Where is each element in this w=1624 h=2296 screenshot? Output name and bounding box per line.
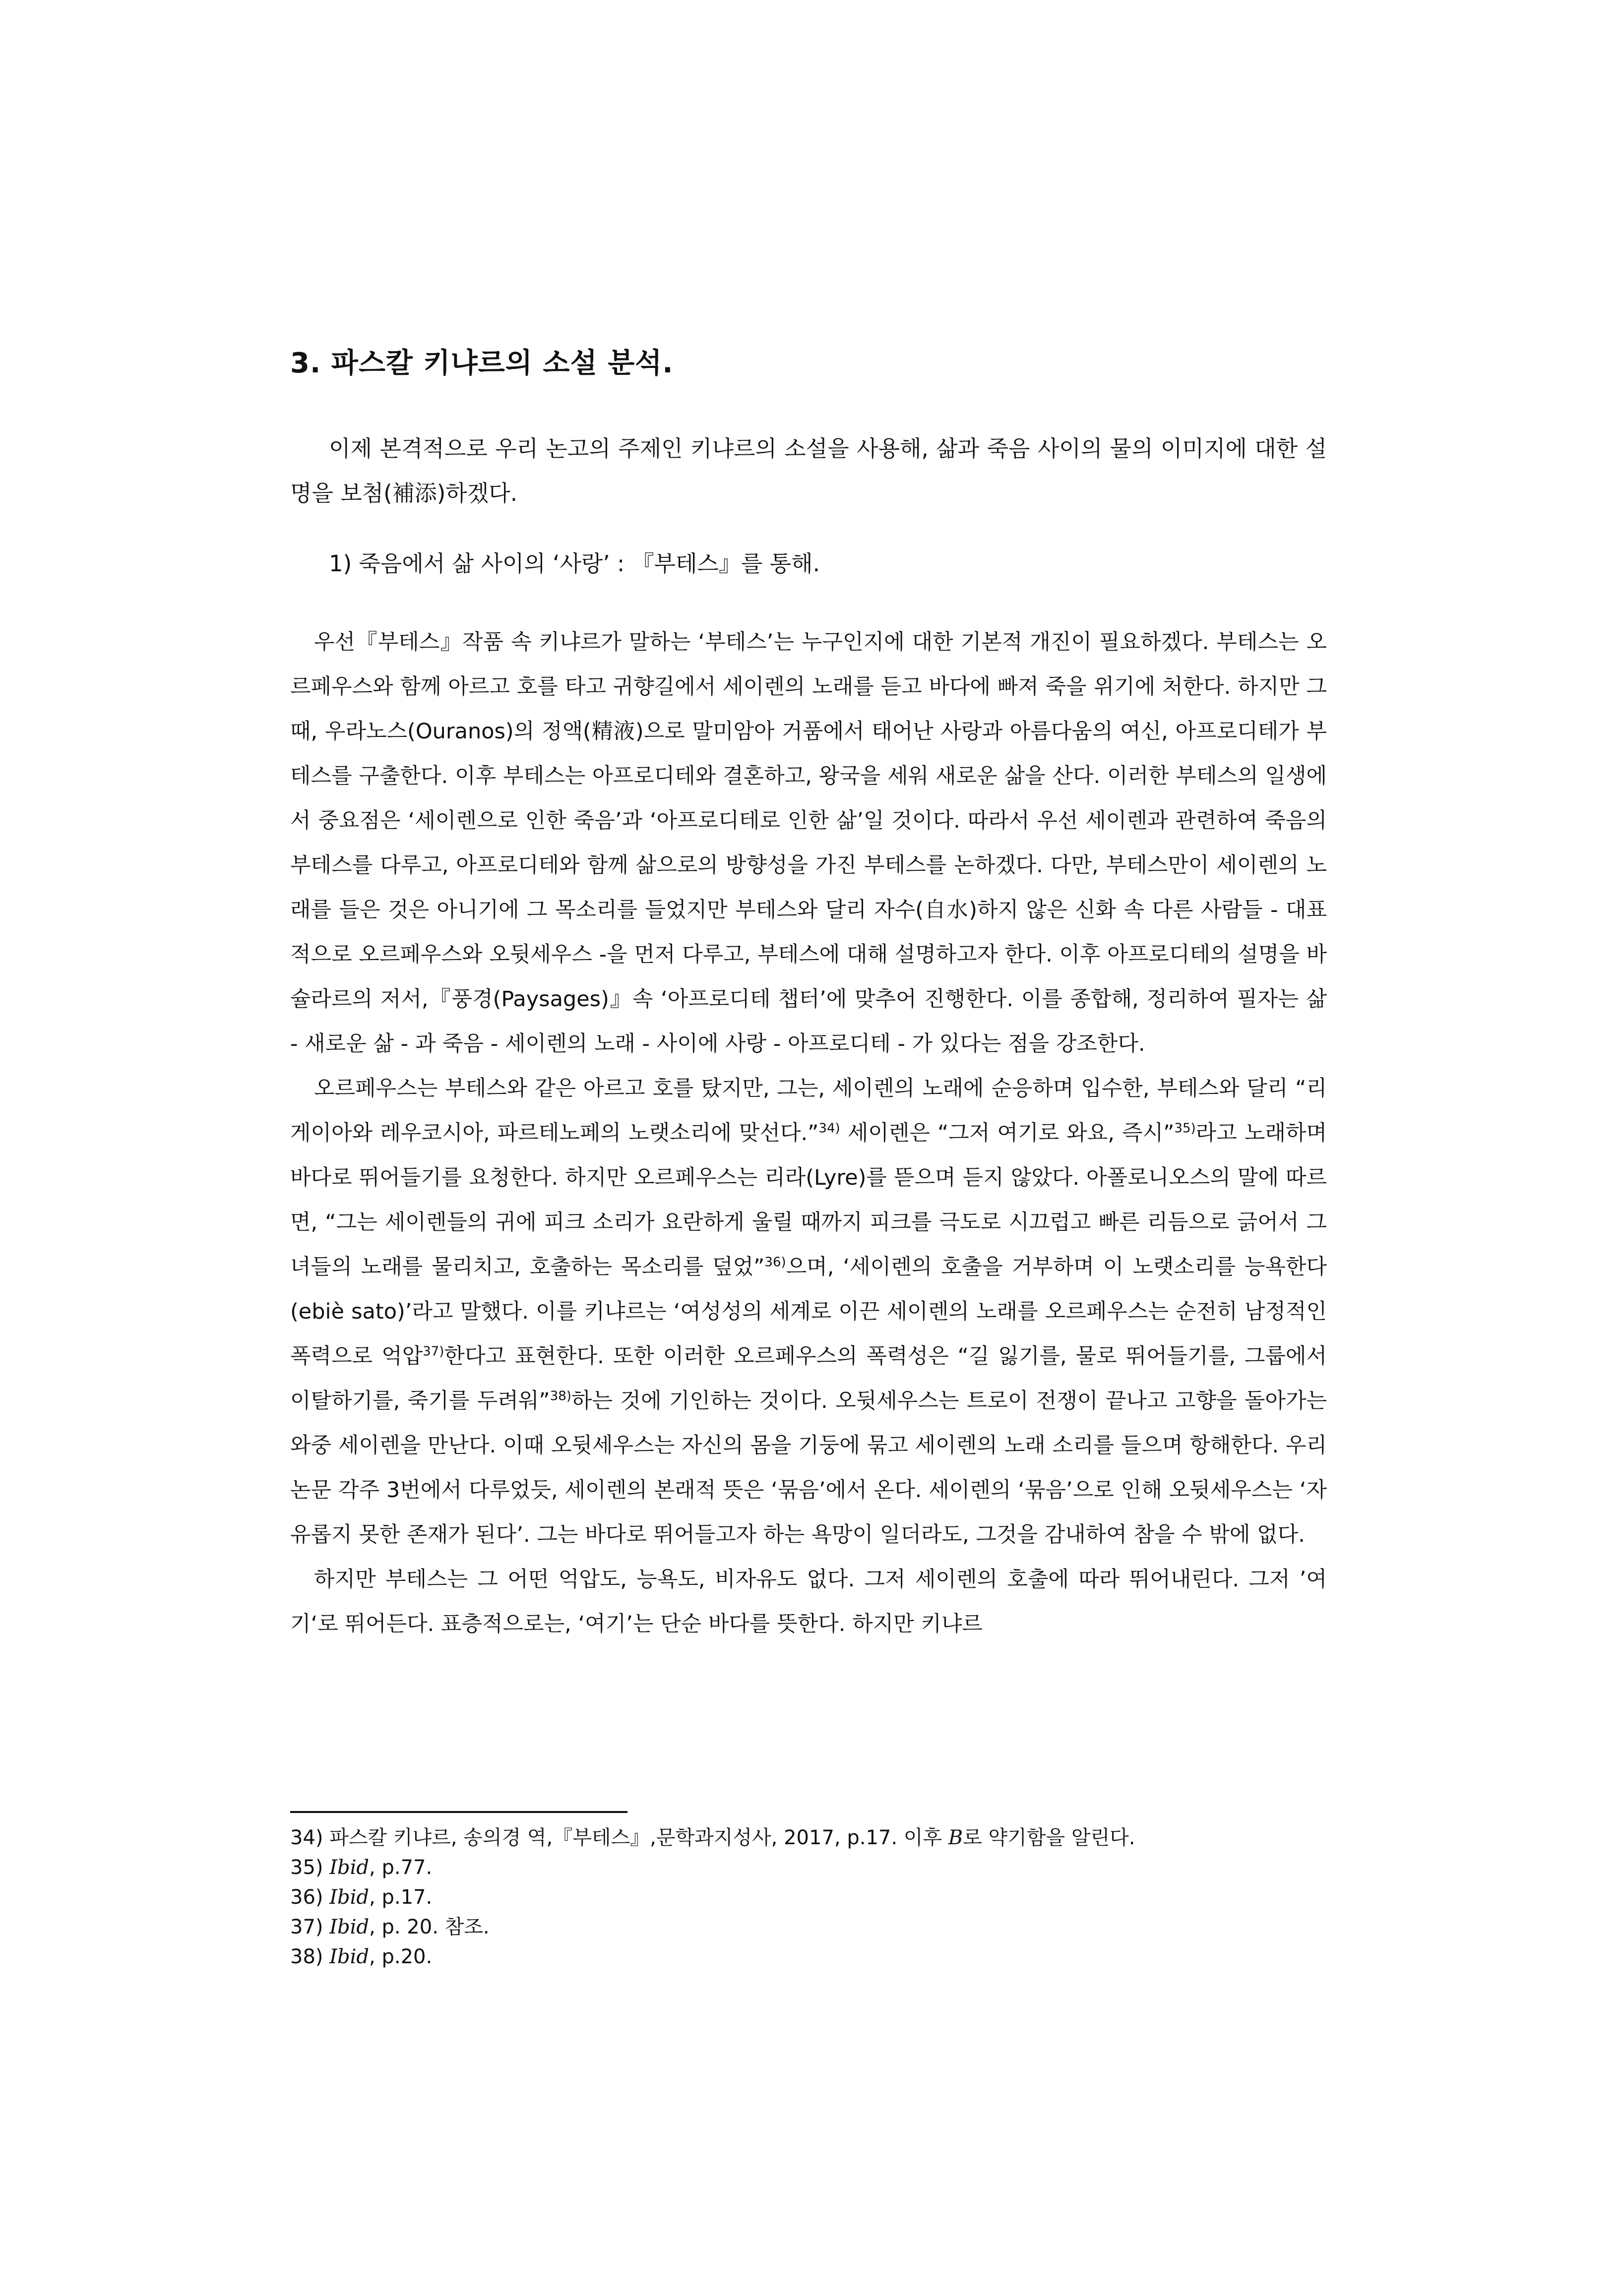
footnote-divider <box>290 1811 627 1813</box>
footnote-number: 35) <box>290 1856 323 1879</box>
footnote-text: , p. 20. 참조. <box>369 1916 490 1938</box>
footnote-37 <box>290 1912 1327 1942</box>
subsection-heading: 1) 죽음에서 삶 사이의 ‘사랑’ : 『부테스』를 통해. <box>329 550 820 577</box>
intro-paragraph: 이제 본격적으로 우리 논고의 주제인 키냐르의 소설을 사용해, 삶과 죽음 사이의 물의 이미지에 대한 설명을 보첨(補添)하겠다. <box>290 435 1327 506</box>
footnote-ref-37: 37) <box>423 1344 444 1359</box>
footnote-number: 37) <box>290 1916 323 1938</box>
text-run: 으며, ‘세이렌의 호출을 거부하며 이 노랫소리를 능욕한다(ebiè sato)’라고 말했다. 이를 키냐르는 ‘여성성의 세계로 이끈 세이렌의 노래를 오르페우스는 순전히 남정적인 폭력으로 억압 <box>290 1255 1327 1369</box>
footnote-ref-34: 34) <box>818 1121 840 1136</box>
footnote-35 <box>290 1853 1327 1882</box>
footnote-36 <box>290 1882 1327 1912</box>
footnote-abbrev: Ibid <box>329 1886 370 1909</box>
footnote-text: , p.77. <box>369 1856 433 1879</box>
footnote-text: , p.17. <box>369 1886 433 1909</box>
section-heading: 3. 파스칼 키냐르의 소설 분석. <box>290 347 674 379</box>
text-run: 하는 것에 기인하는 것이다. 오뒷세우스는 트로이 전쟁이 끝나고 고향을 돌아가는 와중 세이렌을 만난다. 이때 오뒷세우스는 자신의 몸을 기둥에 묶고 세이렌의 노래 소리를 들으며 항해한다. 우리 논문 각주 3번에서 다루었듯, 세이렌의 본래적 뜻은 ‘묶음’에서 온다. 세이렌의 ‘묶음’으로 인해 오뒷세우스는 ‘자유롭지 못한 존재가 된다’. 그는 바다로 뛰어들고자 하는 욕망이 일더라도, 그것을 감내하여 참을 수 밖에 없다. <box>290 1389 1327 1547</box>
footnote-number: 34) <box>290 1826 323 1849</box>
footnote-number: 36) <box>290 1886 323 1909</box>
text-run: 한다고 표현한다. 또한 이러한 오르페우스의 폭력성은 “길 잃기를, 물로 뛰어들기를, 그룹에서 이탈하기를, 죽기를 두려워” <box>290 1344 1327 1413</box>
paragraph-1: 우선『부테스』작품 속 키냐르가 말하는 ‘부테스’는 누구인지에 대한 기본적 개진이 필요하겠다. 부테스는 오르페우스와 함께 아르고 호를 타고 귀향길에서 세이렌의 노래를 듣고 바다에 빠져 죽을 위기에 처한다. 하지만 그때, 우라노스(Ouranos)의 정액(精液)으로 말미암아 거품에서 태어난 사랑과 아름다움의 여신, 아프로디테가 부테스를 구출한다. 이후 부테스는 아프로디테와 결혼하고, 왕국을 세워 새로운 삶을 산다. 이러한 부테스의 일생에서 중요점은 ‘세이렌으로 인한 죽음’과 ‘아프로디테로 인한 삶’일 것이다. 따라서 우선 세이렌과 관련하여 죽음의 부테스를 다루고, 아프로디테와 함께 삶으로의 방향성을 가진 부테스를 논하겠다. 다만, 부테스만이 세이렌의 노래를 들은 것은 아니기에 그 목소리를 들었지만 부테스와 달리 자수(自水)하지 않은 신화 속 다른 사람들 - 대표적으로 오르페우스와 오뒷세우스 -을 먼저 다루고, 부테스에 대해 설명하고자 한다. 이후 아프로디테의 설명을 바슐라르의 저서,『풍경(Paysages)』속 ‘아프로디테 챕터’에 맞추어 진행한다. 이를 종합해, 정리하여 필자는 삶 - 새로운 삶 - 과 죽음 - 세이렌의 노래 - 사이에 사랑 - 아프로디테 - 가 있다는 점을 강조한다. <box>290 630 1327 1056</box>
footnote-abbrev: Ibid <box>329 1945 370 1968</box>
footnote-ref-35: 35) <box>1174 1121 1196 1136</box>
footnote-ref-36: 36) <box>764 1255 786 1270</box>
footnote-abbrev: B <box>948 1826 963 1849</box>
footnote-number: 38) <box>290 1945 323 1968</box>
footnote-38 <box>290 1942 1327 1972</box>
footnote-abbrev: Ibid <box>329 1916 370 1938</box>
body-text <box>290 620 1327 1646</box>
paragraph-3: 하지만 부테스는 그 어떤 억압도, 능욕도, 비자유도 없다. 그저 세이렌의 호출에 따라 뛰어내린다. 그저 ’여기‘로 뛰어든다. 표층적으로는, ‘여기’는 단순 바다를 뜻한다. 하지만 키냐르 <box>290 1567 1327 1636</box>
footnote-abbrev: Ibid <box>329 1856 370 1879</box>
footnote-ref-38: 38) <box>550 1389 571 1404</box>
text-run: 오르페우스는 부테스와 같은 아르고 호를 탔지만, 그는, 세이렌의 노래에 순응하며 입수한, 부테스와 달리 “리게이아와 레우코시아, 파르테노페의 노랫소리에 맞선다.” <box>290 1076 1327 1146</box>
footnote-34 <box>290 1823 1327 1853</box>
paragraph-2 <box>290 1066 1327 1557</box>
footnotes <box>290 1823 1327 1972</box>
footnote-text: , p.20. <box>369 1945 433 1968</box>
footnote-text: 로 약기함을 알린다. <box>963 1826 1135 1849</box>
text-run: 세이렌은 “그저 여기로 와요, 즉시” <box>840 1121 1175 1146</box>
text-run: 라고 노래하며 바다로 뛰어들기를 요청한다. 하지만 오르페우스는 리라(Lyre)를 뜯으며 듣지 않았다. 아폴로니오스의 말에 따르면, “그는 세이렌들의 귀에 피크 소리가 요란하게 울릴 때까지 피크를 극도로 시끄럽고 빠른 리듬으로 긁어서 그녀들의 노래를 물리치고, 호출하는 목소리를 덮었” <box>290 1121 1327 1279</box>
footnote-text: 파스칼 키냐르, 송의경 역,『부테스』,문학과지성사, 2017, p.17. 이후 <box>329 1826 948 1849</box>
